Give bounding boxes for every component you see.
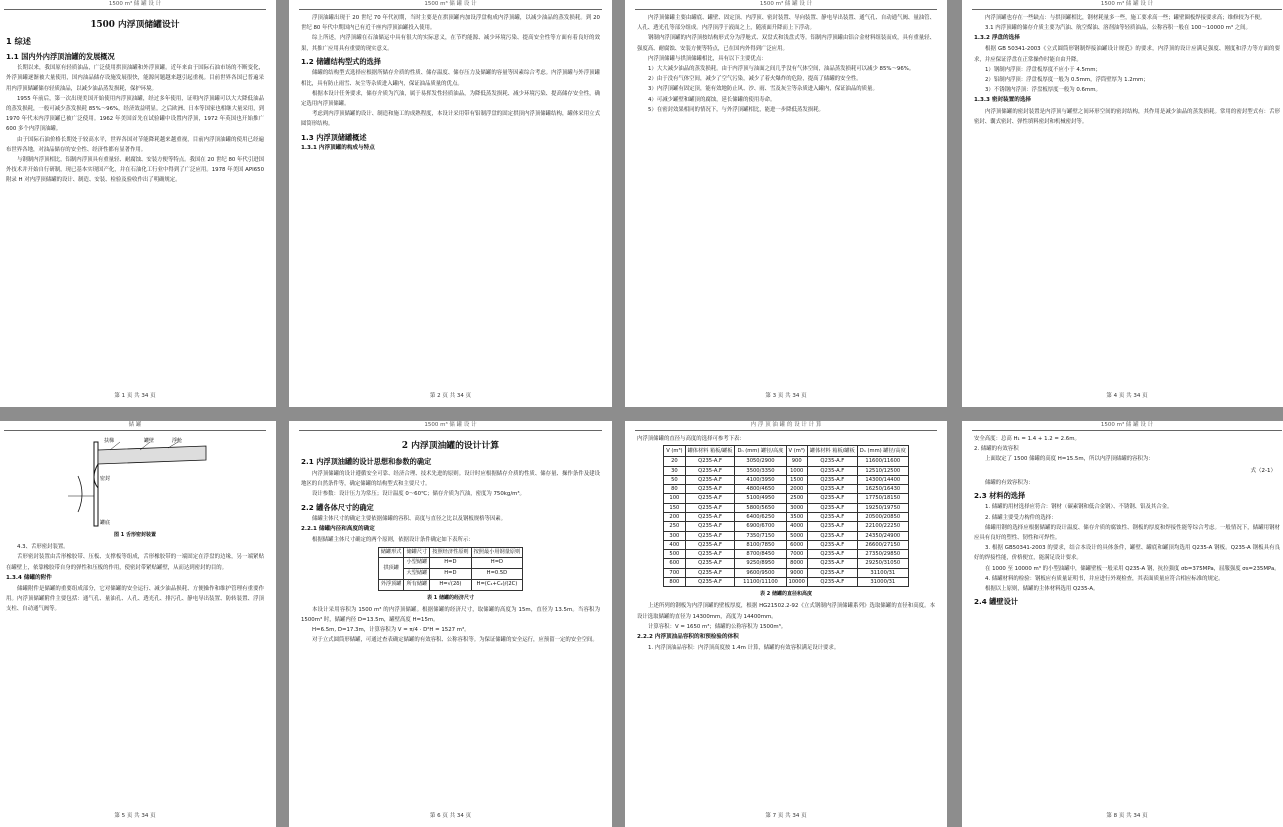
- paragraph: 在 1000 至 10000 m³ 的小型油罐中，储罐壁板一般采用 Q235-A 钢，抗拉强度 σb=375MPa，屈服强度 σs=235MPa。: [985, 565, 1280, 572]
- floating-roof: [98, 446, 206, 464]
- paragraph: 内浮顶罐也存在一些缺点：与拱顶罐相比，钢材耗量多一些，施工要求高一些；罐壁圈板焊接要求高；维修较为不便。: [985, 15, 1266, 21]
- paragraph: 储罐的有效容积为：: [985, 479, 1034, 486]
- table-header-cell: 按照经济性原则: [430, 547, 471, 557]
- table-cell: Q235-A.F: [807, 494, 857, 503]
- table-cell: H=D: [430, 568, 471, 579]
- paragraph: 由于国际石油价格长期处于较高水平，世界各国对节能降耗越来越重视，目前内浮顶油罐的使用已经遍布世界各地，对油品储存的安全性、经济性都有显著作用。: [6, 136, 264, 153]
- table-cell: 400: [664, 540, 685, 549]
- table-header-cell: 储罐尺寸: [404, 547, 430, 557]
- table-cell: 8000: [786, 559, 807, 568]
- economic-size-table: [378, 547, 524, 591]
- table-cell: Q235-A.F: [685, 550, 735, 559]
- paragraph: 对于立式圆筒形储罐，可通过查表确定储罐的有效容积、公称容积等。为保证储罐的安全运行，应预留一定的安全空间。: [312, 637, 598, 644]
- paragraph: 考虑到内浮顶储罐的设计、制造和施工的成熟程度，本设计采用带有铝制浮盘的固定拱顶内浮顶储罐结构，罐体采用立式圆筒形结构。: [301, 111, 600, 128]
- paragraph: 设计参数：设计压力为常压；设计温度 0～60℃；储存介质为汽油，密度为 750kg/m³。: [312, 491, 525, 498]
- table-header-cell: Dₙ (mm) 罐径/高度: [735, 446, 786, 457]
- paragraph: 1）钢制内浮顶：浮盘板厚度不应小于 4.5mm；: [985, 66, 1101, 73]
- table-cell: 100: [664, 494, 685, 503]
- paragraph: 1955 年前后，第一次出现美国开始使用内浮顶油罐，经过多年使用，证明内浮顶罐可以大大降低油品的蒸发损耗，一般可减少蒸发损耗 85%～96%，经济效益明显。之后欧洲、日本等国家也相继大量采用，到 1970 年代末内浮顶罐已被广泛使用。1962 年美国首先在试验罐中设置内浮顶，1972 年英国也开始推广 600 多个内浮顶油罐。: [6, 95, 264, 133]
- table-cell: 4000: [786, 522, 807, 531]
- page-header: 1500 m³ 储 罐 设 计: [972, 0, 1282, 10]
- table-cell: 12510/12500: [857, 466, 908, 475]
- heading-design-idea: 2.1 内浮顶油罐的设计思想和参数的确定: [301, 457, 432, 467]
- paragraph: 2. 储罐的有效容积: [974, 446, 1019, 453]
- table-cell: Q235-A.F: [807, 578, 857, 587]
- document-page-1: [0, 0, 276, 407]
- table-cell: 3050/2900: [735, 457, 786, 466]
- seal-figure: [6, 436, 264, 528]
- page-footer: 第 3 页 共 34 页: [765, 393, 807, 400]
- table-cell: Q235-A.F: [807, 540, 857, 549]
- document-page-3: [625, 0, 947, 407]
- page-header: 1500 m³ 储 罐 设 计: [4, 0, 266, 10]
- table-cell: 3500/3350: [735, 466, 786, 475]
- table-caption: 表 1 储罐的经济尺寸: [427, 594, 474, 601]
- paragraph: 钢制内浮顶罐的内浮顶按结构形式分为浮舱式、双盘式和浅盘式等。铝制内浮顶罐由铝合金材料组装而成，具有重量轻、强度高、耐腐蚀、安装方便等特点，已在国内外得到广泛应用。: [637, 35, 935, 52]
- table-cell: 3000: [786, 503, 807, 512]
- paragraph: 根据本设计任务要求，储存介质为汽油，属于易挥发性轻质油品，为降低蒸发损耗、减少环境污染、提高储存安全性，确定选用内浮顶储罐。: [301, 90, 600, 108]
- page-header: 储 罐: [4, 421, 266, 431]
- paragraph: 与钢制内浮顶相比，铝制内浮顶具有重量轻、耐腐蚀、安装方便等特点。我国在 20 世纪 80 年代引进国外技术并开始自行研制，现已基本实现国产化，并在石油化工行业中得到了广泛应用。1978 年美国 API650 附录 H 对内浮顶储罐的设计、制造、安装、检验及验收作出了明确规定。: [6, 157, 264, 184]
- table-cell: 27350/29850: [857, 550, 908, 559]
- table-cell: 700: [664, 568, 685, 577]
- document-page-7: [625, 421, 947, 827]
- table-cell: 5800/5650: [735, 503, 786, 512]
- heading-seal: 1.3.2 浮盘的选择: [974, 35, 1020, 42]
- table-cell: Q235-A.F: [807, 522, 857, 531]
- table-cell: 拱顶罐: [378, 557, 404, 579]
- paragraph: 2. 储罐主要受力构件的选择：: [985, 514, 1057, 521]
- paragraph: 储罐用钢的选择应根据储罐的设计温度、储存介质的腐蚀性、钢板的厚度和焊接性能等综合考虑。一般情况下，储罐用钢材应具有良好的塑性、韧性和可焊性。: [974, 524, 1280, 541]
- paragraph: 2）铝制内浮顶：浮盘板厚度一般为 0.5mm，浮筒壁厚为 1.2mm；: [985, 77, 1149, 84]
- paragraph: 1. 内浮顶油品容积：内浮顶高度按 1.4m 计算，储罐的有效容积满足设计要求。: [648, 645, 840, 652]
- table-cell: H=(C₁+C₂)/(2C): [471, 579, 523, 590]
- table-cell: Q235-A.F: [685, 559, 735, 568]
- paragraph: 4）可减少罐壁和罐顶的腐蚀，延长储罐的使用寿命。: [648, 96, 776, 103]
- table-cell: 14300/14400: [857, 475, 908, 484]
- table-cell: Q235-A.F: [807, 485, 857, 494]
- table-cell: 800: [664, 578, 685, 587]
- table-cell: 9000: [786, 568, 807, 577]
- table-row: [664, 485, 909, 494]
- table-caption: 表 2 储罐的直径和高度: [760, 591, 812, 598]
- paragraph: 储罐的结构型式选择应根据所储存介质的性质、储存温度、储存压力及储罐的容量等因素综合考虑。内浮顶罐与外浮顶罐相比，具有防止雨雪、灰尘等杂质进入罐内，保证油品质量的优点。: [301, 70, 600, 87]
- table-cell: 16250/16430: [857, 485, 908, 494]
- table-cell: 6000: [786, 540, 807, 549]
- table-cell: Q235-A.F: [685, 522, 735, 531]
- heading-accessories: 1.3.4 储罐的附件: [6, 574, 52, 581]
- paragraph: 3）内浮顶罐有固定顶，能有效地防止风、沙、雨、雪及灰尘等杂质进入罐内，保证油品的质量。: [648, 86, 878, 93]
- table-cell: Q235-A.F: [685, 578, 735, 587]
- table-cell: H=D: [430, 557, 471, 568]
- table-row: [664, 559, 909, 568]
- table-row: [378, 579, 523, 590]
- table-cell: Q235-A.F: [685, 466, 735, 475]
- document-page-8: [962, 421, 1283, 827]
- table-cell: 19250/19750: [857, 503, 908, 512]
- fig-label: 罐壁: [144, 438, 155, 444]
- paragraph: H=6.5m, D=17.3m，计算容积为 V = π/4 · D²H = 1527 m³。: [312, 627, 470, 634]
- table-header-cell: 储罐形式: [378, 547, 404, 557]
- table-cell: 5100/4950: [735, 494, 786, 503]
- table-header-cell: 罐体材料 箱板/罐板: [685, 446, 735, 457]
- table-cell: 250: [664, 522, 685, 531]
- page-header: 1500 m³ 储 罐 设 计: [972, 421, 1282, 431]
- paragraph: 上述所列的钢板为内浮顶罐的壁板厚度，根据 HG21502.2-92《立式钢制内浮顶储罐系列》选取储罐的直径和高度。本设计选取储罐的直径为 14300mm，高度为 14400mm。: [637, 603, 935, 620]
- page-footer: 第 7 页 共 34 页: [765, 813, 807, 820]
- table-row: [664, 522, 909, 531]
- heading-summary: 1.3 内浮顶储罐概述: [301, 132, 367, 142]
- table-body: [664, 457, 909, 587]
- table-cell: 600: [664, 559, 685, 568]
- table-cell: 11100/11100: [735, 578, 786, 587]
- paragraph: 根据储罐主体尺寸确定的两个原则，依据设计条件确定如下表所示：: [312, 537, 474, 544]
- table-cell: 200: [664, 512, 685, 521]
- table-header-cell: V (m³): [786, 446, 807, 457]
- page-footer: 第 2 页 共 34 页: [429, 393, 472, 400]
- seal-curve: [78, 476, 82, 512]
- table-cell: Q235-A.F: [807, 531, 857, 540]
- table-cell: 4800/4650: [735, 485, 786, 494]
- table-cell: 17750/18150: [857, 494, 908, 503]
- table-cell: 8100/7850: [735, 540, 786, 549]
- table-cell: 500: [664, 550, 685, 559]
- table-cell: 7000: [786, 550, 807, 559]
- table-cell: Q235-A.F: [685, 457, 735, 466]
- paragraph: 5）在密封效果相同的情况下，与外浮顶罐相比，能进一步降低蒸发损耗。: [648, 106, 824, 113]
- paragraph: 3.1 内浮顶罐的储存介质主要为汽油、航空煤油、溶剂油等轻质油品，公称容积一般在 100～10000 m³ 之间。: [985, 25, 1251, 32]
- paragraph: 内浮顶储罐的设计遵循安全可靠、经济合理、技术先进的原则。设计时应根据储存介质的性质、储存量、操作条件及建设地区的自然条件等，确定储罐的结构型式和主要尺寸。: [301, 470, 600, 488]
- table-header-cell: 按照最小用钢量原则: [471, 547, 523, 557]
- page-footer: 第 1 页 共 34 页: [114, 393, 156, 400]
- paragraph: 本设计采用容积为 1500 m³ 的内浮顶储罐。根据储罐的经济尺寸，取储罐的高度为 15m，直径为 13.5m。当容积为 1500m³ 时，储罐内径 D=13.5m，罐壁高度 H=15m。: [301, 606, 600, 623]
- table-row: [664, 531, 909, 540]
- table-cell: 900: [786, 457, 807, 466]
- paragraph: 1. 储罐的用材选择应符合：钢材（碳素钢和低合金钢）、不锈钢、铝及其合金。: [985, 504, 1173, 511]
- heading-wall: 2.4 罐壁设计: [974, 597, 1018, 607]
- table-cell: Q235-A.F: [685, 540, 735, 549]
- fig-label: 扶梯: [104, 438, 115, 444]
- table-cell: H=D: [471, 557, 523, 568]
- paragraph: 储罐附件是储罐的重要组成部分，它对储罐的安全运行、减少油品损耗、方便操作和维护管理有重要作用。内浮顶储罐附件主要包括：通气孔、量油孔、人孔、透光孔、排污孔、静电导出装置、防转装置、浮顶支柱、自动通气阀等。: [6, 585, 264, 613]
- table-cell: 22100/22250: [857, 522, 908, 531]
- table-row: [664, 540, 909, 549]
- table-row: [664, 578, 909, 587]
- table-cell: Q235-A.F: [685, 568, 735, 577]
- table-cell: Q235-A.F: [807, 568, 857, 577]
- table-row: [664, 475, 909, 484]
- table-cell: 31000/31: [857, 578, 908, 587]
- table-cell: 20: [664, 457, 685, 466]
- heading-summary-sub: 1.3.1 内浮顶罐的构成与特点: [301, 145, 375, 152]
- heading-volume: 2.2.2 内浮顶油品容积的和预检验的体积: [637, 634, 739, 641]
- table-cell: 10000: [786, 578, 807, 587]
- paragraph: 安全高度：总高 H₁ = 1.4 + 1.2 = 2.6m。: [974, 436, 1080, 442]
- table-cell: Q235-A.F: [807, 550, 857, 559]
- table-header-cell: V (m³): [664, 446, 685, 457]
- equation-label: 式（2-1）: [1250, 467, 1276, 474]
- figure-caption: 图 1 舌形密封装置: [114, 532, 156, 538]
- paragraph: 上面取定了 1500 储罐的高度 H=15.5m，所以内浮顶储罐的容积为：: [985, 456, 1154, 463]
- page-footer: 第 5 页 共 34 页: [114, 813, 156, 820]
- heading-overview: 1 综述: [6, 36, 31, 47]
- table-cell: Q235-A.F: [807, 457, 857, 466]
- table-row: [664, 457, 909, 466]
- paragraph: 根据以上原则，储罐的主体材料选用 Q235-A。: [985, 586, 1099, 592]
- heading-dimensions: 2.2 罐各体尺寸的确定: [301, 502, 374, 512]
- paragraph: 1）大大减少油品的蒸发损耗。由于内浮顶与油面之间几乎没有气体空间，油品蒸发损耗可以减少 85%～96%。: [648, 66, 915, 73]
- page-header: 内 浮 顶 油 罐 的 设 计 计 算: [635, 421, 937, 431]
- page-footer: 第 6 页 共 34 页: [429, 813, 472, 820]
- table-row: [664, 494, 909, 503]
- fig-label: 密封: [100, 476, 111, 482]
- table-cell: 7350/7150: [735, 531, 786, 540]
- table-cell: 所有储罐: [404, 579, 430, 590]
- paragraph: 3. 根据 GB50341-2003 的要求，结合本设计的具体条件，罐壁、罐底和罐顶均选用 Q235-A 钢板。Q235-A 钢板具有良好的焊接性能，价格便宜，能满足设计要求。: [974, 545, 1280, 562]
- table-row: [664, 550, 909, 559]
- paragraph: 内浮顶储罐的直径与高度的选择可参考下表：: [637, 436, 745, 442]
- paragraph: 储罐主体尺寸的确定主要依据储罐的容积、高度与直径之比以及钢板规格等因素。: [312, 516, 507, 523]
- table-cell: 29250/31050: [857, 559, 908, 568]
- paragraph: 综上所述，内浮顶罐在石油储运中具有很大的实际意义，在节约能源、减少环境污染、提高安全性等方面有着良好的效果，其推广应用具有重要的现实意义。: [301, 35, 600, 52]
- table-header-row: [378, 547, 523, 557]
- document-page-4: [962, 0, 1283, 407]
- table-cell: Q235-A.F: [807, 512, 857, 521]
- table-cell: H=√(2δ): [430, 579, 471, 590]
- table-cell: 2500: [786, 494, 807, 503]
- paragraph: 内浮顶储罐与拱顶储罐相比，具有以下主要优点：: [648, 55, 767, 62]
- table-cell: Q235-A.F: [807, 475, 857, 484]
- table-cell: 300: [664, 531, 685, 540]
- table-cell: 4100/3950: [735, 475, 786, 484]
- table-cell: Q235-A.F: [685, 503, 735, 512]
- table-cell: 50: [664, 475, 685, 484]
- table-header-cell: Dₙ (mm) 罐径/高度: [857, 446, 908, 457]
- fig-label: 罐底: [100, 520, 111, 526]
- paragraph: 长期以来，我国原有轻质油品，广泛使用拱顶油罐和外浮顶罐。近年来由于国际石油市场的不断变化，外浮顶罐逐渐被大量使用，国内油品储存设施发展很快，能源问题越来越引起重视。目前世界各国已普遍采用内浮顶储罐储存轻质油品，以减少油品蒸发损耗，保护环境。: [6, 65, 264, 92]
- table-header-cell: 罐体材料 箱板/罐板: [807, 446, 857, 457]
- table-cell: 31100/31: [857, 568, 908, 577]
- table-cell: 30: [664, 466, 685, 475]
- table-cell: 26600/27150: [857, 540, 908, 549]
- document-page-6: [289, 421, 612, 827]
- document-title: 1500 内浮顶储罐设计: [90, 20, 180, 30]
- table-cell: Q235-A.F: [685, 494, 735, 503]
- table-cell: Q235-A.F: [685, 531, 735, 540]
- table-row: [664, 466, 909, 475]
- paragraph: 浮顶油罐出现于 20 世纪 70 年代初期，当时主要是在拱顶罐内加设浮盘构成内浮顶罐，以减少油品的蒸发损耗。到 20 世纪 80 年代中期国内已有近千座内浮顶油罐投入使用。: [301, 15, 600, 32]
- table-cell: 1000: [786, 466, 807, 475]
- document-page-5: [0, 421, 276, 827]
- paragraph: 根据 GB 50341-2003《立式圆筒形钢制焊接油罐设计规范》的要求，内浮顶的设计应满足强度、刚度和浮力等方面的要求，并应保证浮盘在正常操作时能自由升降。: [974, 46, 1280, 63]
- table-row: [664, 512, 909, 521]
- table-cell: Q235-A.F: [807, 503, 857, 512]
- table-cell: 6400/6250: [735, 512, 786, 521]
- table-cell: 20500/20850: [857, 512, 908, 521]
- table-cell: 24350/24900: [857, 531, 908, 540]
- table-cell: 3500: [786, 512, 807, 521]
- paragraph: 4.3、舌形密封装置。: [17, 544, 69, 551]
- paragraph: 2）由于没有气体空间，减少了空气污染，减少了着火爆炸的危险，提高了储罐的安全性。: [648, 76, 862, 83]
- table-cell: 5000: [786, 531, 807, 540]
- page-header: 1500 m³ 储 罐 设 计: [635, 0, 937, 10]
- table-cell: 11600/11600: [857, 457, 908, 466]
- table-header-row: [664, 446, 909, 457]
- table-cell: 大型储罐: [404, 568, 430, 579]
- table-cell: 外浮顶罐: [378, 579, 404, 590]
- table-cell: Q235-A.F: [807, 559, 857, 568]
- page-footer: 第 4 页 共 34 页: [1106, 393, 1148, 400]
- table-cell: Q235-A.F: [685, 485, 735, 494]
- page-footer: 第 8 页 共 34 页: [1106, 813, 1148, 820]
- page-header: 1500 m³ 储 罐 设 计: [299, 421, 602, 431]
- heading-structure: 1.2 储罐结构型式的选择: [301, 56, 381, 66]
- paragraph: 计算容积：V = 1650 m³；储罐的公称容积为 1500m³。: [648, 623, 787, 630]
- heading-dimensions-sub: 2.2.1 储罐内径和高度的确定: [301, 526, 375, 533]
- table-cell: Q235-A.F: [685, 475, 735, 484]
- fig-label: 浮舱: [172, 438, 183, 444]
- table-cell: 2000: [786, 485, 807, 494]
- table-row: [664, 568, 909, 577]
- table-row: [664, 503, 909, 512]
- paragraph: 3）不锈钢内浮顶：浮盘板厚度一般为 0.6mm。: [985, 87, 1101, 94]
- table-cell: 8700/8450: [735, 550, 786, 559]
- paragraph: 舌形密封装置由舌形橡胶带、压板、支撑板等组成，舌形橡胶带的一端固定在浮盘的边缘，另一端紧贴在罐壁上，依靠橡胶带自身的弹性和压板的作用，使密封带紧贴罐壁，从而达到密封的目的。: [6, 554, 264, 571]
- table-cell: 1500: [786, 475, 807, 484]
- table-cell: 9600/9500: [735, 568, 786, 577]
- heading-material: 2.3 材料的选择: [974, 490, 1026, 500]
- heading-history: 1.1 国内外内浮顶油罐的发展概况: [6, 51, 115, 61]
- heading-design: 1.3.3 密封装置的选择: [974, 97, 1032, 104]
- table-cell: 80: [664, 485, 685, 494]
- seal-diagram: [60, 436, 210, 528]
- table-cell: 小型储罐: [404, 557, 430, 568]
- table-cell: H=0.5D: [471, 568, 523, 579]
- diameter-height-table: [663, 445, 909, 587]
- table-row: [378, 557, 523, 568]
- paragraph: 内浮顶储罐主要由罐底、罐壁、固定顶、内浮顶、密封装置、导向装置、静电导出装置、通气孔、自动通气阀、量油管、人孔、透光孔等部分组成。内浮顶浮于液面之上，随液面升降而上下浮动。: [637, 15, 935, 32]
- chapter-title: 2 内浮顶油罐的设计计算: [401, 441, 500, 451]
- table-cell: 6900/6700: [735, 522, 786, 531]
- table-cell: Q235-A.F: [807, 466, 857, 475]
- paragraph: 内浮顶储罐的密封装置是内浮顶与罐壁之间环形空间的密封结构，其作用是减少油品的蒸发损耗。常用的密封型式有：舌形密封、囊式密封、弹性填料密封和机械密封等。: [974, 108, 1280, 125]
- table-cell: 9250/8950: [735, 559, 786, 568]
- table-cell: 150: [664, 503, 685, 512]
- document-page-2: [289, 0, 612, 407]
- page-header: 1500 m³ 储 罐 设 计: [299, 0, 602, 10]
- table-cell: Q235-A.F: [685, 512, 735, 521]
- paragraph: 4. 储罐材料的检验：钢板应有质量证明书，并应进行外观检查，其表面质量应符合相应标准的规定。: [985, 575, 1224, 582]
